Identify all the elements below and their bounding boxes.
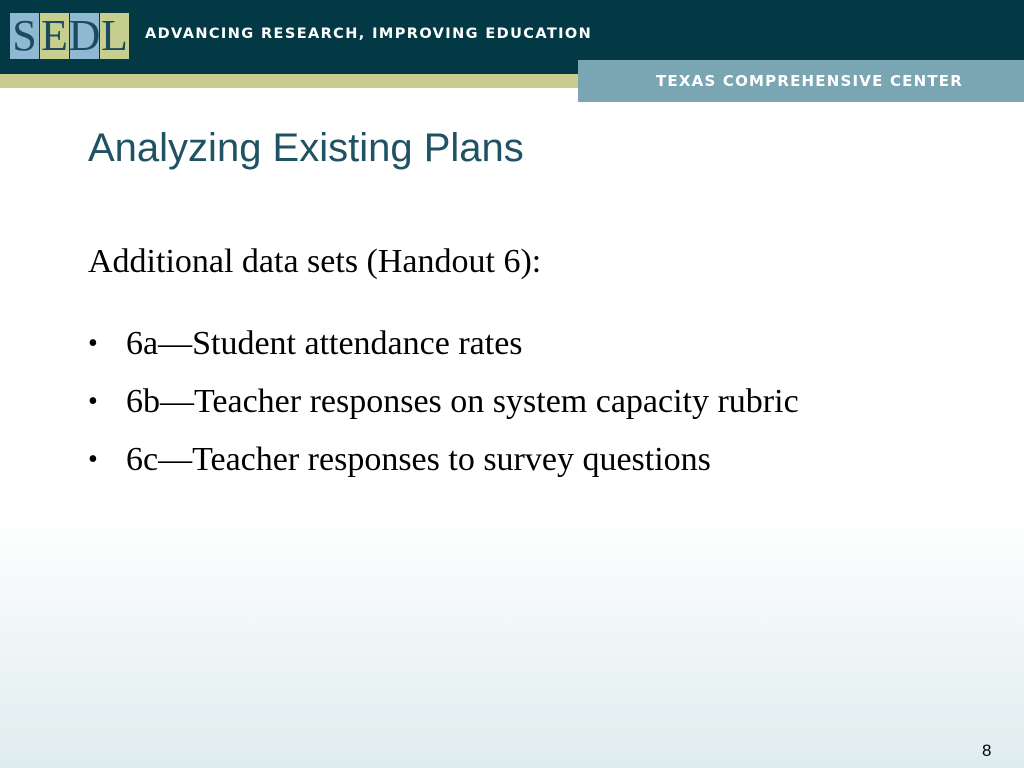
center-name: TEXAS COMPREHENSIVE CENTER — [656, 72, 964, 90]
intro-text: Additional data sets (Handout 6): — [88, 243, 542, 280]
bullet-text: 6a—Student attendance rates — [126, 325, 523, 362]
logo-letter-s: S — [10, 13, 39, 59]
sedl-logo — [10, 13, 130, 59]
tagline: ADVANCING RESEARCH, IMPROVING EDUCATION — [145, 26, 593, 42]
bullet-text: 6c—Teacher responses to survey questions — [126, 441, 711, 478]
bullet-icon: • — [88, 386, 98, 417]
page-number: 8 — [982, 741, 992, 760]
bullet-text: 6b—Teacher responses on system capacity rubric — [126, 383, 799, 420]
logo-letter-l: L — [101, 11, 128, 60]
bullet-icon: • — [88, 444, 98, 475]
slide-title: Analyzing Existing Plans — [88, 126, 524, 170]
bullet-icon: • — [88, 328, 98, 359]
logo-letter-d: D — [68, 11, 101, 60]
center-banner — [578, 60, 1024, 102]
logo-letter-e: E — [41, 11, 68, 60]
